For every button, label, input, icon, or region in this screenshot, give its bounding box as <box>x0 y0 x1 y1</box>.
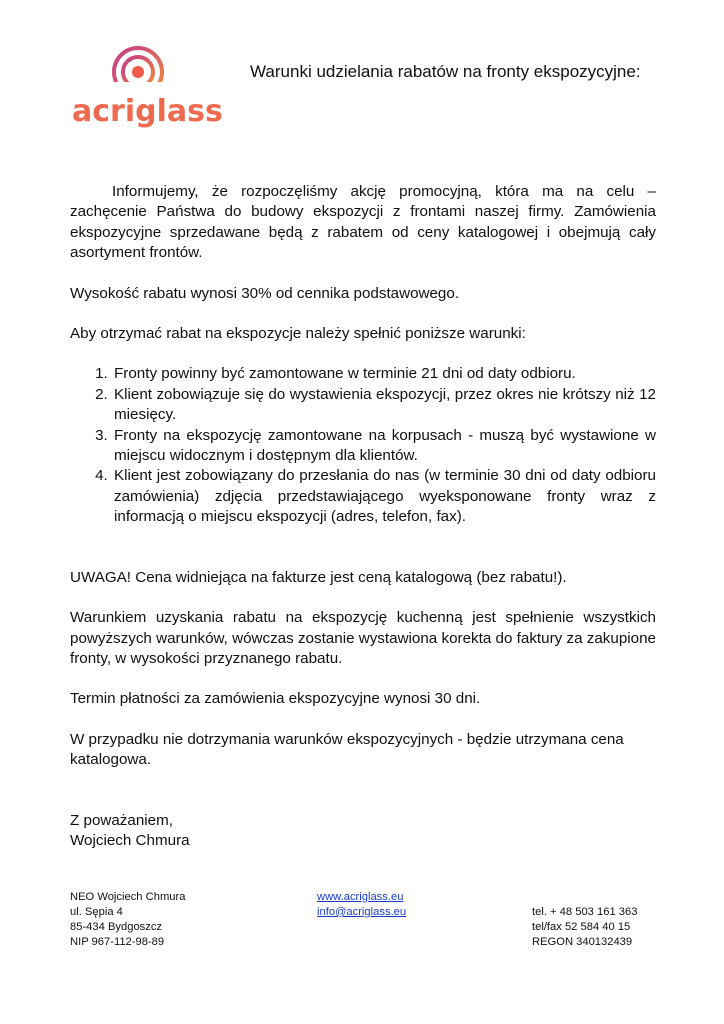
logo-wordmark: acriglass <box>72 94 223 129</box>
conditions-list <box>70 364 656 527</box>
footer-links <box>317 890 406 920</box>
letter-body <box>70 182 656 851</box>
closing-line: Z poważaniem, <box>70 811 173 829</box>
footer-regon: REGON 340132439 <box>532 936 633 948</box>
footer-fax: tel/fax 52 584 40 15 <box>532 921 631 933</box>
footer-contact <box>532 905 637 950</box>
footer-nip: NIP 967-112-98-89 <box>70 936 165 948</box>
company-logo <box>72 42 223 142</box>
signature: Wojciech Chmura <box>70 831 190 849</box>
list-item: 3. Fronty na ekspozycję zamontowane na korpusach - muszą być wystawione w miejscu widocznym i dostępnym dla klientów. <box>112 426 656 467</box>
page-title: Warunki udzielania rabatów na fronty ekspozycyjne: <box>250 62 641 81</box>
warning-paragraph: UWAGA! Cena widniejąca na fakturze jest ceną katalogową (bez rabatu!). <box>70 568 567 586</box>
noncompliance-paragraph: W przypadku nie dotrzymania warunków ekspozycyjnych - będzie utrzymana cena katalogowa. <box>70 730 624 769</box>
website-link[interactable]: www.acriglass.eu <box>317 891 404 903</box>
list-item: 4. Klient jest zobowiązany do przesłania do nas (w terminie 30 dni od daty odbioru zamówienia) zdjęcia przedstawiającego wyeksponowane fronty wraz z informacją o miejscu ekspozycji (adres, telefon, fax). <box>112 466 656 527</box>
list-item: 2. Klient zobowiązuje się do wystawienia ekspozycji, przez okres nie krótszy niż 12 miesięcy. <box>112 385 656 426</box>
email-link[interactable]: info@acriglass.eu <box>317 906 407 918</box>
footer-company: NEO Wojciech Chmura <box>70 891 186 903</box>
footer-address <box>70 890 185 950</box>
footer-phone: tel. + 48 503 161 363 <box>532 906 638 918</box>
acriglass-logo-icon <box>108 42 168 98</box>
intro-paragraph: Informujemy, że rozpoczęliśmy akcję promocyjną, która ma na celu – zachęcenie Państwa do budowy ekspozycji z frontami naszej firmy. Zamówienia ekspozycyjne sprzedawane będą z rabatem od ceny katalogowej i obejmują cały asortyment frontów. <box>70 183 656 262</box>
discount-paragraph: Wysokość rabatu wynosi 30% od cennika podstawowego. <box>70 284 460 302</box>
footer-street: ul. Sępia 4 <box>70 906 123 918</box>
payment-paragraph: Termin płatności za zamówienia ekspozycyjne wynosi 30 dni. <box>70 690 481 708</box>
list-item: 1. Fronty powinny być zamontowane w terminie 21 dni od daty odbioru. <box>112 364 656 384</box>
footer-city: 85-434 Bydgoszcz <box>70 921 163 933</box>
conditions-intro: Aby otrzymać rabat na ekspozycje należy spełnić poniższe warunki: <box>70 325 526 343</box>
correction-paragraph: Warunkiem uzyskania rabatu na ekspozycję kuchenną jest spełnienie wszystkich powyższych warunków, wówczas zostanie wystawiona korekta do faktury za zakupione fronty, w wysokości przyznanego rabatu. <box>70 609 656 667</box>
